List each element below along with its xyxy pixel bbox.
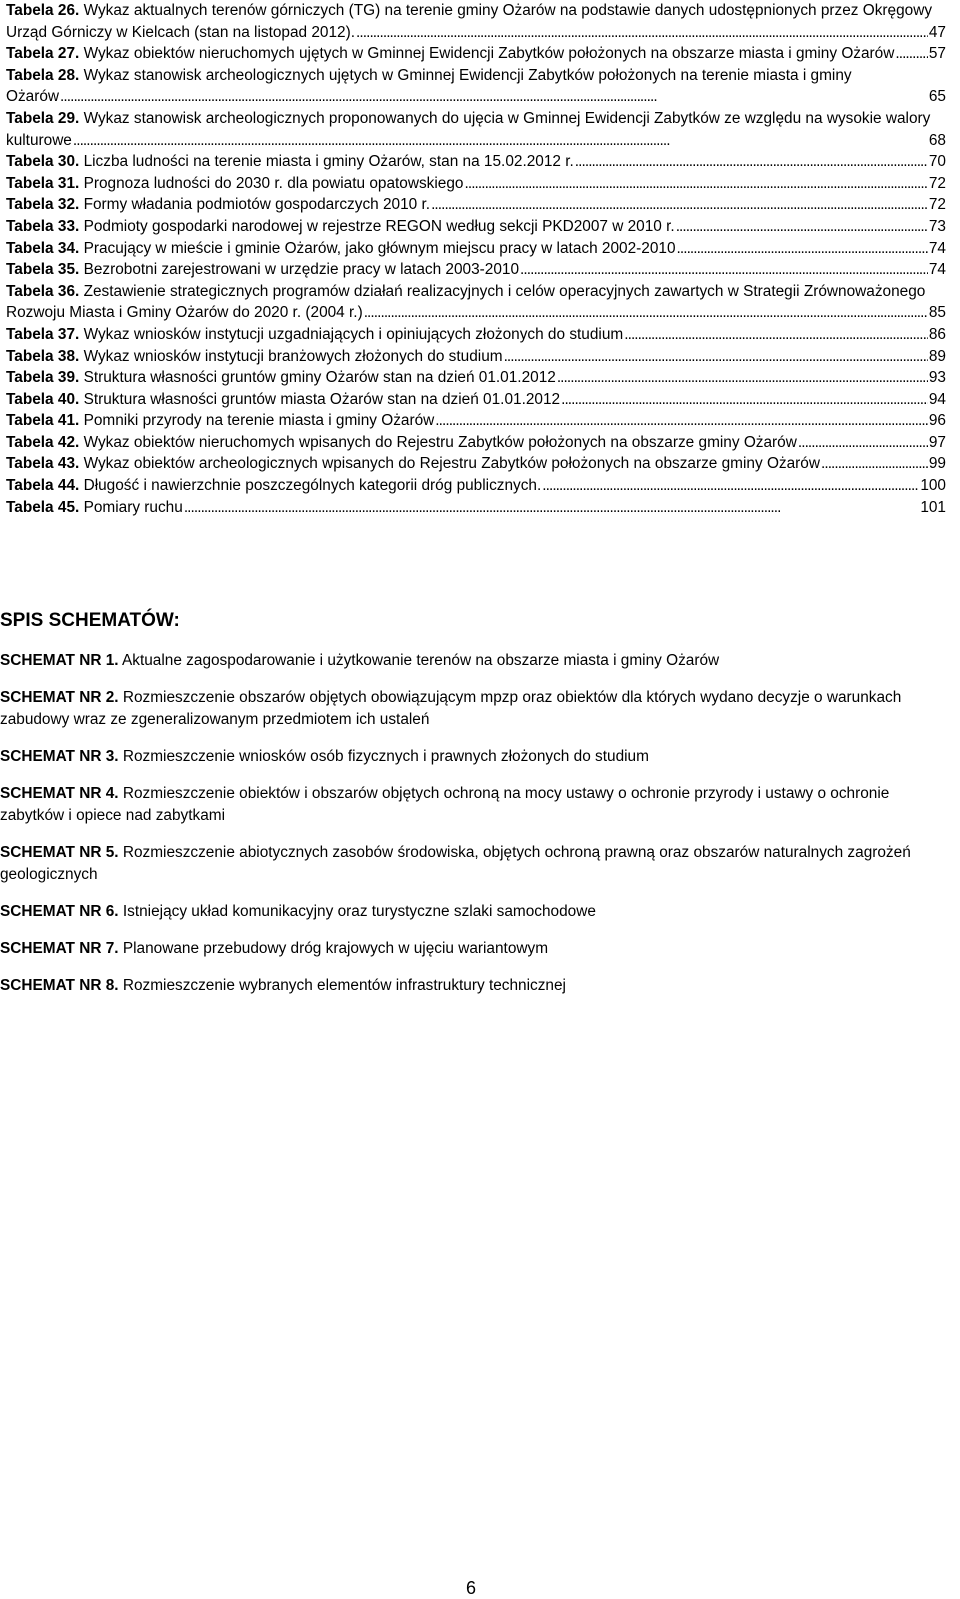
dot-leader: [575, 151, 928, 173]
dot-leader: [561, 389, 928, 411]
scheme-item: [0, 938, 938, 960]
toc-page-number: 93: [928, 369, 946, 387]
toc-entry-title: Urząd Górniczy w Kielcach (stan na listopad 2012).: [6, 23, 356, 41]
dot-leader: [895, 43, 928, 65]
toc-entry-label: Tabela 34.: [6, 239, 80, 257]
dot-leader: [435, 410, 928, 432]
toc-entry-title: Wykaz stanowisk archeologicznych proponowanych do ujęcia w Gminnej Ewidencji Zabytków ze względu na wysokie walory: [83, 109, 931, 127]
dot-leader: [73, 130, 928, 152]
toc-entry[interactable]: [6, 173, 946, 195]
toc-page-number: 86: [928, 325, 946, 343]
toc-entry-title: Wykaz stanowisk archeologicznych ujętych w Gminnej Ewidencji Zabytków położonych na terenie miasta i gminy: [83, 66, 852, 84]
toc-entry-label: Tabela 36.: [6, 282, 80, 300]
toc-entry-label: Tabela 29.: [6, 109, 80, 127]
scheme-text: Rozmieszczenie obszarów objętych obowiązującym mpzp oraz obiektów dla których wydano decyzje o warunkach zabudowy wraz ze zgeneralizowanym przedmiotem ich ustaleń: [0, 689, 902, 728]
scheme-label: SCHEMAT NR 8.: [0, 977, 119, 994]
toc-entry[interactable]: [6, 410, 946, 432]
scheme-text: Rozmieszczenie wybranych elementów infrastruktury technicznej: [122, 977, 566, 994]
toc-page-number: 74: [928, 261, 946, 279]
toc-entry[interactable]: [6, 151, 946, 173]
toc-entry[interactable]: [6, 453, 946, 475]
toc-entry[interactable]: [6, 324, 946, 346]
toc-entry[interactable]: [6, 259, 946, 281]
toc-page-number: 94: [928, 390, 946, 408]
toc-page-number: 99: [928, 455, 946, 473]
dot-leader: [356, 22, 928, 44]
dot-leader: [184, 497, 920, 519]
toc-page-number: 72: [928, 174, 946, 192]
toc-entry[interactable]: [6, 0, 946, 43]
dot-leader: [431, 194, 928, 216]
toc-entry[interactable]: [6, 497, 946, 519]
dot-leader: [364, 302, 928, 324]
toc-entry[interactable]: [6, 367, 946, 389]
scheme-label: SCHEMAT NR 5.: [0, 844, 119, 861]
scheme-item: [0, 842, 938, 886]
scheme-item: [0, 783, 938, 827]
toc-entry-title: Wykaz wniosków instytucji uzgadniających i opiniujących złożonych do studium: [83, 325, 624, 343]
toc-page-number: 96: [928, 412, 946, 430]
toc-entry-label: Tabela 37.: [6, 325, 80, 343]
page-number: 6: [466, 1578, 477, 1598]
toc-page-number: 47: [928, 23, 946, 41]
schemes-heading: SPIS SCHEMATÓW:: [0, 610, 180, 631]
toc-entry-title: Wykaz aktualnych terenów górniczych (TG) na terenie gminy Ożarów na podstawie danych udostępnionych przez Okręgowy: [83, 2, 933, 19]
dot-leader: [676, 216, 928, 238]
toc-entry-label: Tabela 26.: [6, 2, 80, 19]
toc-entry-label: Tabela 33.: [6, 217, 80, 235]
scheme-text: Rozmieszczenie wniosków osób fizycznych i prawnych złożonych do studium: [122, 748, 649, 765]
toc-entry[interactable]: [6, 475, 946, 497]
toc-page-number: 85: [928, 304, 946, 322]
scheme-text: Planowane przebudowy dróg krajowych w ujęciu wariantowym: [122, 940, 549, 957]
toc-entry[interactable]: [6, 43, 946, 65]
scheme-item: [0, 975, 938, 997]
dot-leader: [464, 173, 927, 195]
scheme-item: [0, 746, 938, 768]
toc-entry-title: Liczba ludności na terenie miasta i gminy Ożarów, stan na 15.02.2012 r.: [83, 153, 574, 171]
scheme-text: Rozmieszczenie obiektów i obszarów objętych ochroną na mocy ustawy o ochronie przyrody i ustawy o ochronie zabytków i opiece nad zabytkami: [0, 785, 890, 824]
scheme-label: SCHEMAT NR 2.: [0, 689, 119, 706]
dot-leader: [677, 238, 928, 260]
toc-page-number: 89: [928, 347, 946, 365]
toc-entry-label: Tabela 40.: [6, 390, 80, 408]
toc-entry-title: Struktura własności gruntów miasta Ożarów stan na dzień 01.01.2012: [83, 390, 561, 408]
scheme-text: Rozmieszczenie abiotycznych zasobów środowiska, objętych ochroną prawną oraz obszarów naturalnych zagrożeń geologicznych: [0, 844, 911, 883]
toc-entry-label: Tabela 35.: [6, 261, 80, 279]
toc-entry-title: Pomiary ruchu: [83, 498, 183, 516]
toc-entry-title: Długość i nawierzchnie poszczególnych kategorii dróg publicznych.: [83, 477, 542, 495]
toc-entry-title: Zestawienie strategicznych programów działań realizacyjnych i celów operacyjnych zawartych w Strategii Zrównoważonego: [83, 282, 926, 300]
toc-page-number: 74: [928, 239, 946, 257]
dot-leader: [520, 259, 928, 281]
scheme-text: Aktualne zagospodarowanie i użytkowanie terenów na obszarze miasta i gminy Ożarów: [122, 652, 720, 669]
toc-entry-label: Tabela 32.: [6, 196, 80, 214]
toc-entry-title: Wykaz obiektów archeologicznych wpisanych do Rejestru Zabytków położonych na obszarze gminy Ożarów: [83, 455, 820, 473]
toc-entry-title: Wykaz obiektów nieruchomych wpisanych do Rejestru Zabytków położonych na obszarze gminy Ożarów: [83, 433, 797, 451]
scheme-label: SCHEMAT NR 1.: [0, 652, 119, 669]
toc-entry[interactable]: [6, 108, 946, 151]
scheme-label: SCHEMAT NR 4.: [0, 785, 119, 802]
dot-leader: [504, 346, 928, 368]
toc-page-number: 100: [920, 477, 946, 495]
scheme-item: [0, 901, 938, 923]
toc-entry-title: Wykaz obiektów nieruchomych ujętych w Gminnej Ewidencji Zabytków położonych na obszarze miasta i gminy Ożarów: [83, 45, 895, 63]
toc-page-number: 101: [920, 498, 946, 516]
toc-entry-title: Wykaz wniosków instytucji branżowych złożonych do studium: [83, 347, 503, 365]
table-of-contents: [6, 0, 946, 518]
toc-entry[interactable]: [6, 389, 946, 411]
toc-entry-label: Tabela 38.: [6, 347, 80, 365]
dot-leader: [821, 453, 928, 475]
dot-leader: [624, 324, 928, 346]
toc-page-number: 68: [928, 131, 946, 149]
toc-page-number: 73: [928, 217, 946, 235]
toc-entry-title: Bezrobotni zarejestrowani w urzędzie pracy w latach 2003-2010: [83, 261, 520, 279]
toc-page-number: 70: [928, 153, 946, 171]
toc-entry-label: Tabela 43.: [6, 455, 80, 473]
toc-entry-label: Tabela 27.: [6, 45, 80, 63]
toc-entry-title: kulturowe: [6, 131, 72, 149]
scheme-label: SCHEMAT NR 3.: [0, 748, 119, 765]
toc-entry-title: Formy władania podmiotów gospodarczych 2010 r.: [83, 196, 431, 214]
toc-entry-title: Pracujący w mieście i gminie Ożarów, jako głównym miejscu pracy w latach 2002-2010: [83, 239, 676, 257]
dot-leader: [798, 432, 928, 454]
toc-entry[interactable]: [6, 65, 946, 108]
toc-entry-title: Struktura własności gruntów gminy Ożarów stan na dzień 01.01.2012: [83, 369, 556, 387]
toc-entry-label: Tabela 39.: [6, 369, 80, 387]
toc-entry[interactable]: [6, 216, 946, 238]
scheme-label: SCHEMAT NR 6.: [0, 903, 119, 920]
scheme-label: SCHEMAT NR 7.: [0, 940, 119, 957]
scheme-item: [0, 687, 938, 731]
toc-page-number: 97: [928, 433, 946, 451]
page-content: [6, 0, 946, 518]
toc-entry[interactable]: [6, 346, 946, 368]
toc-page-number: 57: [928, 45, 946, 63]
scheme-text: Istniejący układ komunikacyjny oraz turystyczne szlaki samochodowe: [122, 903, 596, 920]
toc-page-number: 65: [928, 88, 946, 106]
toc-entry-title: Prognoza ludności do 2030 r. dla powiatu opatowskiego: [83, 174, 464, 192]
toc-entry-label: Tabela 31.: [6, 174, 80, 192]
toc-page-number: 72: [928, 196, 946, 214]
schemes-list: [0, 650, 938, 1012]
toc-entry[interactable]: [6, 238, 946, 260]
toc-entry-label: Tabela 42.: [6, 433, 80, 451]
toc-entry[interactable]: [6, 432, 946, 454]
dot-leader: [60, 86, 928, 108]
dot-leader: [557, 367, 928, 389]
toc-entry[interactable]: [6, 194, 946, 216]
toc-entry-title: Ożarów: [6, 88, 60, 106]
toc-entry-title: Pomniki przyrody na terenie miasta i gminy Ożarów: [83, 412, 435, 430]
toc-entry-label: Tabela 44.: [6, 477, 80, 495]
toc-entry-label: Tabela 41.: [6, 412, 80, 430]
scheme-item: [0, 650, 938, 672]
toc-entry-title: Podmioty gospodarki narodowej w rejestrze REGON według sekcji PKD2007 w 2010 r.: [83, 217, 675, 235]
toc-entry-label: Tabela 45.: [6, 498, 80, 516]
dot-leader: [542, 475, 919, 497]
toc-entry-title: Rozwoju Miasta i Gminy Ożarów do 2020 r. (2004 r.): [6, 304, 363, 322]
toc-entry-label: Tabela 28.: [6, 66, 80, 84]
toc-entry[interactable]: [6, 281, 946, 324]
toc-entry-label: Tabela 30.: [6, 153, 80, 171]
